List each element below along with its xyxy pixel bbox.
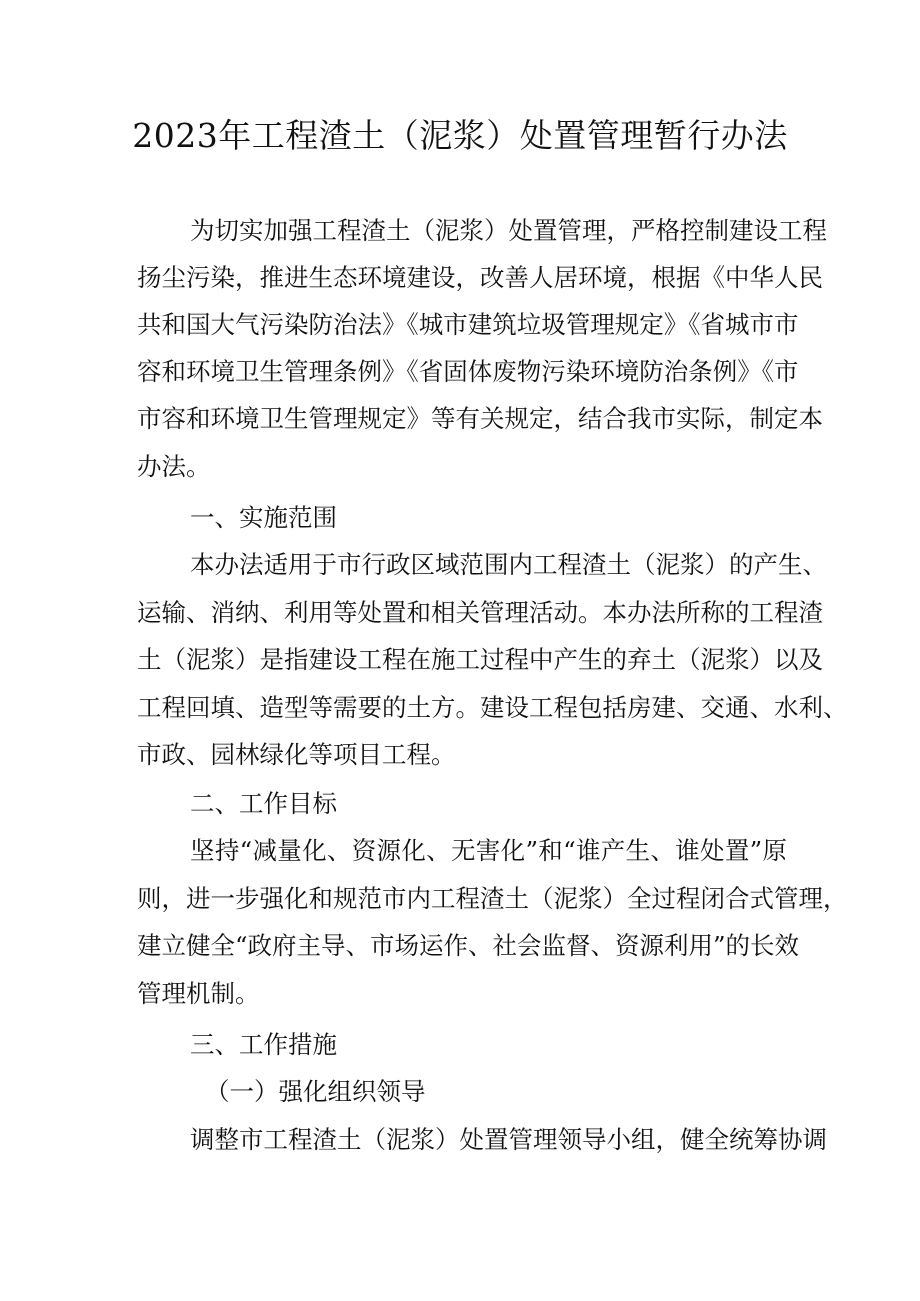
paragraph-line: 建立健全“政府主导、市场运作、社会监督、资源利用”的长效 [137,931,800,960]
document-title: 2023年工程渣土（泥浆）处置管理暂行办法 [132,116,788,155]
paragraph-line: 工程回填、造型等需要的土方。建设工程包括房建、交通、水利、 [137,693,848,722]
paragraph-line: 则，进一步强化和规范市内工程渣土（泥浆）全过程闭合式管理， [137,884,848,913]
paragraph-line: 土（泥浆）是指建设工程在施工过程中产生的弃土（泥浆）以及 [137,645,823,674]
paragraph-line: 调整市工程渣土（泥浆）处置管理领导小组，健全统筹协调 [190,1125,827,1154]
paragraph-line: 容和环境卫生管理条例》《省固体废物污染环境防治条例》《市 [137,357,799,386]
section-heading: 一、实施范围 [190,503,337,532]
paragraph-line: 为切实加强工程渣土（泥浆）处置管理，严格控制建设工程 [190,216,827,245]
paragraph-line: 市政、园林绿化等项目工程。 [137,740,456,769]
paragraph-line: 扬尘污染，推进生态环境建设，改善人居环境，根据《中华人民 [137,263,823,292]
paragraph-line: 本办法适用于市行政区域范围内工程渣土（泥浆）的产生、 [190,550,827,579]
paragraph-line: 市容和环境卫生管理规定》等有关规定，结合我市实际，制定本 [137,404,823,433]
paragraph-line: 运输、消纳、利用等处置和相关管理活动。本办法所称的工程渣 [137,598,823,627]
section-heading: 二、工作目标 [190,789,337,818]
paragraph-line: 办法。 [137,452,211,481]
section-heading: 三、工作措施 [190,1030,337,1059]
paragraph-line: 坚持“减量化、资源化、无害化”和“谁产生、谁处置”原 [190,836,787,865]
paragraph-line: 共和国大气污染防治法》《城市建筑垃圾管理规定》《省城市市 [137,310,799,339]
subsection-heading: （一）强化组织领导 [205,1077,426,1106]
paragraph-line: 管理机制。 [137,979,260,1008]
